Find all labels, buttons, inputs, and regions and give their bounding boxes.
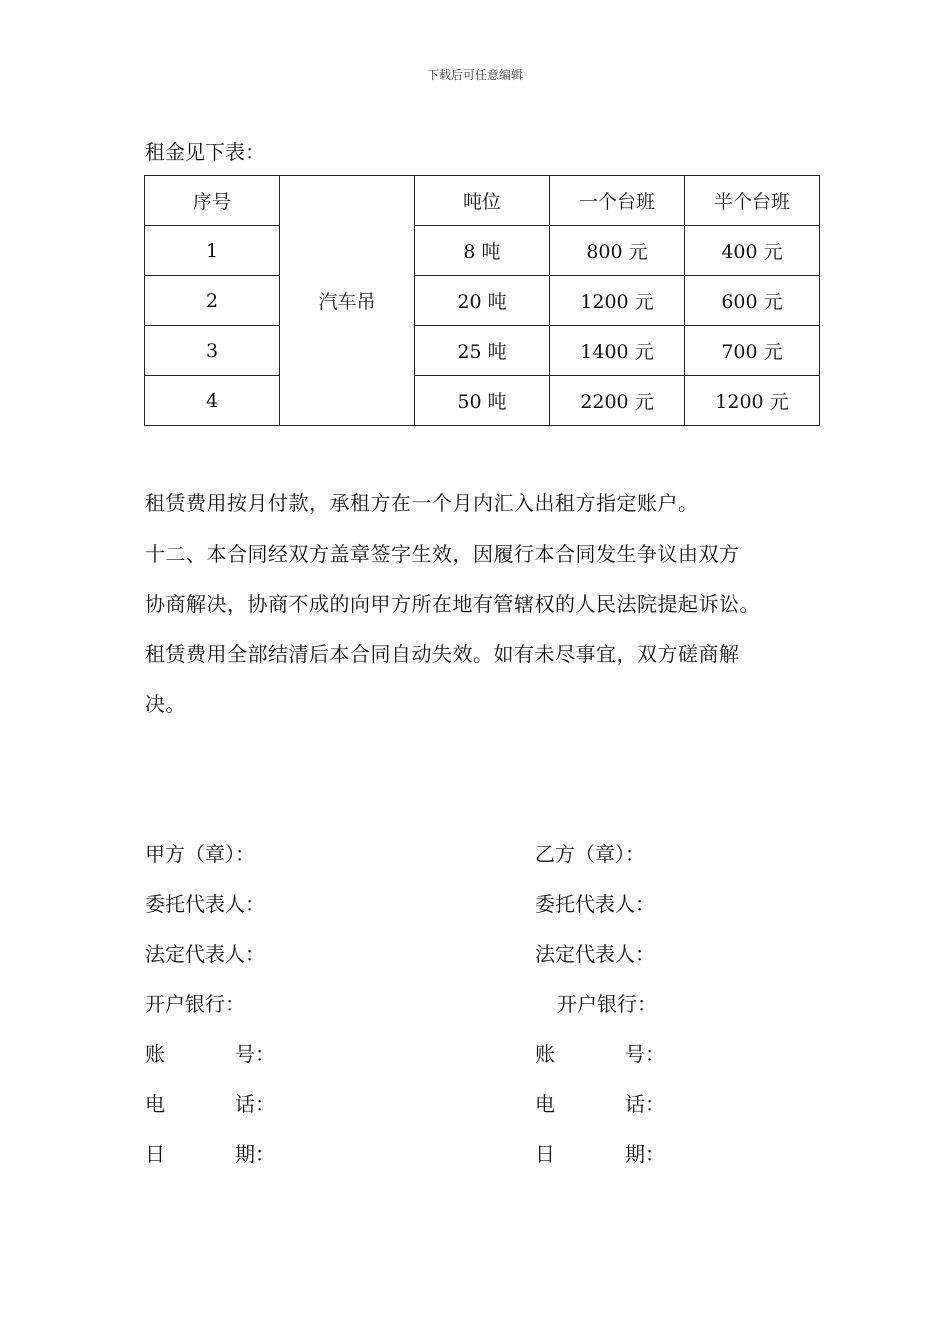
party-b-account-label-end: 号： — [625, 1042, 665, 1066]
header-cell-full-shift: 一个台班 — [550, 176, 685, 226]
header-cell-no: 序号 — [145, 176, 280, 226]
cell-full-shift: 1400 元 — [550, 326, 685, 376]
party-b-phone — [535, 1090, 665, 1118]
cell-tonnage: 20 吨 — [415, 276, 550, 326]
party-b-date — [535, 1140, 665, 1168]
cell-no: 1 — [145, 226, 280, 276]
party-b-account — [535, 1040, 665, 1068]
clause-12-line-3: 租赁费用全部结清后本合同自动失效。如有未尽事宜，双方磋商解 — [145, 642, 740, 666]
party-a-bank: 开户银行： — [145, 992, 245, 1016]
party-a-date — [145, 1140, 275, 1168]
cell-half-shift: 700 元 — [685, 326, 820, 376]
header-cell-tonnage: 吨位 — [415, 176, 550, 226]
cell-full-shift: 1200 元 — [550, 276, 685, 326]
cell-half-shift: 600 元 — [685, 276, 820, 326]
equipment-cell: 汽车吊 — [280, 176, 415, 426]
table-row — [145, 226, 820, 276]
payment-paragraph: 租赁费用按月付款，承租方在一个月内汇入出租方指定账户。 — [145, 491, 699, 515]
party-a-seal: 甲方（章）： — [145, 842, 255, 866]
table-row — [145, 326, 820, 376]
party-a-date-label-start: 日 — [145, 1142, 165, 1166]
party-a-phone-label-end: 话： — [235, 1092, 275, 1116]
cell-tonnage: 25 吨 — [415, 326, 550, 376]
page-header-note: 下载后可任意编辑 — [426, 68, 523, 82]
table-row — [145, 276, 820, 326]
party-a-account-label-start: 账 — [145, 1042, 165, 1066]
party-a-agent: 委托代表人： — [145, 892, 265, 916]
cell-half-shift: 400 元 — [685, 226, 820, 276]
clause-12-line-1: 十二、本合同经双方盖章签字生效，因履行本合同发生争议由双方 — [145, 542, 740, 566]
party-a-account — [145, 1040, 275, 1068]
cell-tonnage: 50 吨 — [415, 376, 550, 426]
table-row — [145, 376, 820, 426]
party-b-account-label-start: 账 — [535, 1042, 555, 1066]
header-cell-half-shift: 半个台班 — [685, 176, 820, 226]
party-b-date-label-start: 日 — [535, 1142, 555, 1166]
party-b-bank: 开户银行： — [557, 992, 657, 1016]
clause-12-line-2: 协商解决，协商不成的向甲方所在地有管辖权的人民法院提起诉讼。 — [145, 592, 760, 616]
table-header-row — [145, 176, 820, 226]
party-a-date-label-end: 期： — [235, 1142, 275, 1166]
clause-12-line-4: 决。 — [145, 692, 186, 716]
party-b-seal: 乙方（章）： — [535, 842, 645, 866]
cell-no: 2 — [145, 276, 280, 326]
party-b-date-label-end: 期： — [625, 1142, 665, 1166]
party-a-phone — [145, 1090, 275, 1118]
rent-intro: 租金见下表： — [145, 140, 265, 164]
cell-full-shift: 800 元 — [550, 226, 685, 276]
cell-half-shift: 1200 元 — [685, 376, 820, 426]
party-b-agent: 委托代表人： — [535, 892, 655, 916]
party-b-phone-label-start: 电 — [535, 1092, 555, 1116]
party-a-account-label-end: 号： — [235, 1042, 275, 1066]
cell-full-shift: 2200 元 — [550, 376, 685, 426]
cell-tonnage: 8 吨 — [415, 226, 550, 276]
rent-table — [144, 175, 820, 426]
cell-no: 4 — [145, 376, 280, 426]
party-a-phone-label-start: 电 — [145, 1092, 165, 1116]
party-b-legal-rep: 法定代表人： — [535, 942, 655, 966]
cell-no: 3 — [145, 326, 280, 376]
party-a-legal-rep: 法定代表人： — [145, 942, 265, 966]
party-b-phone-label-end: 话： — [625, 1092, 665, 1116]
